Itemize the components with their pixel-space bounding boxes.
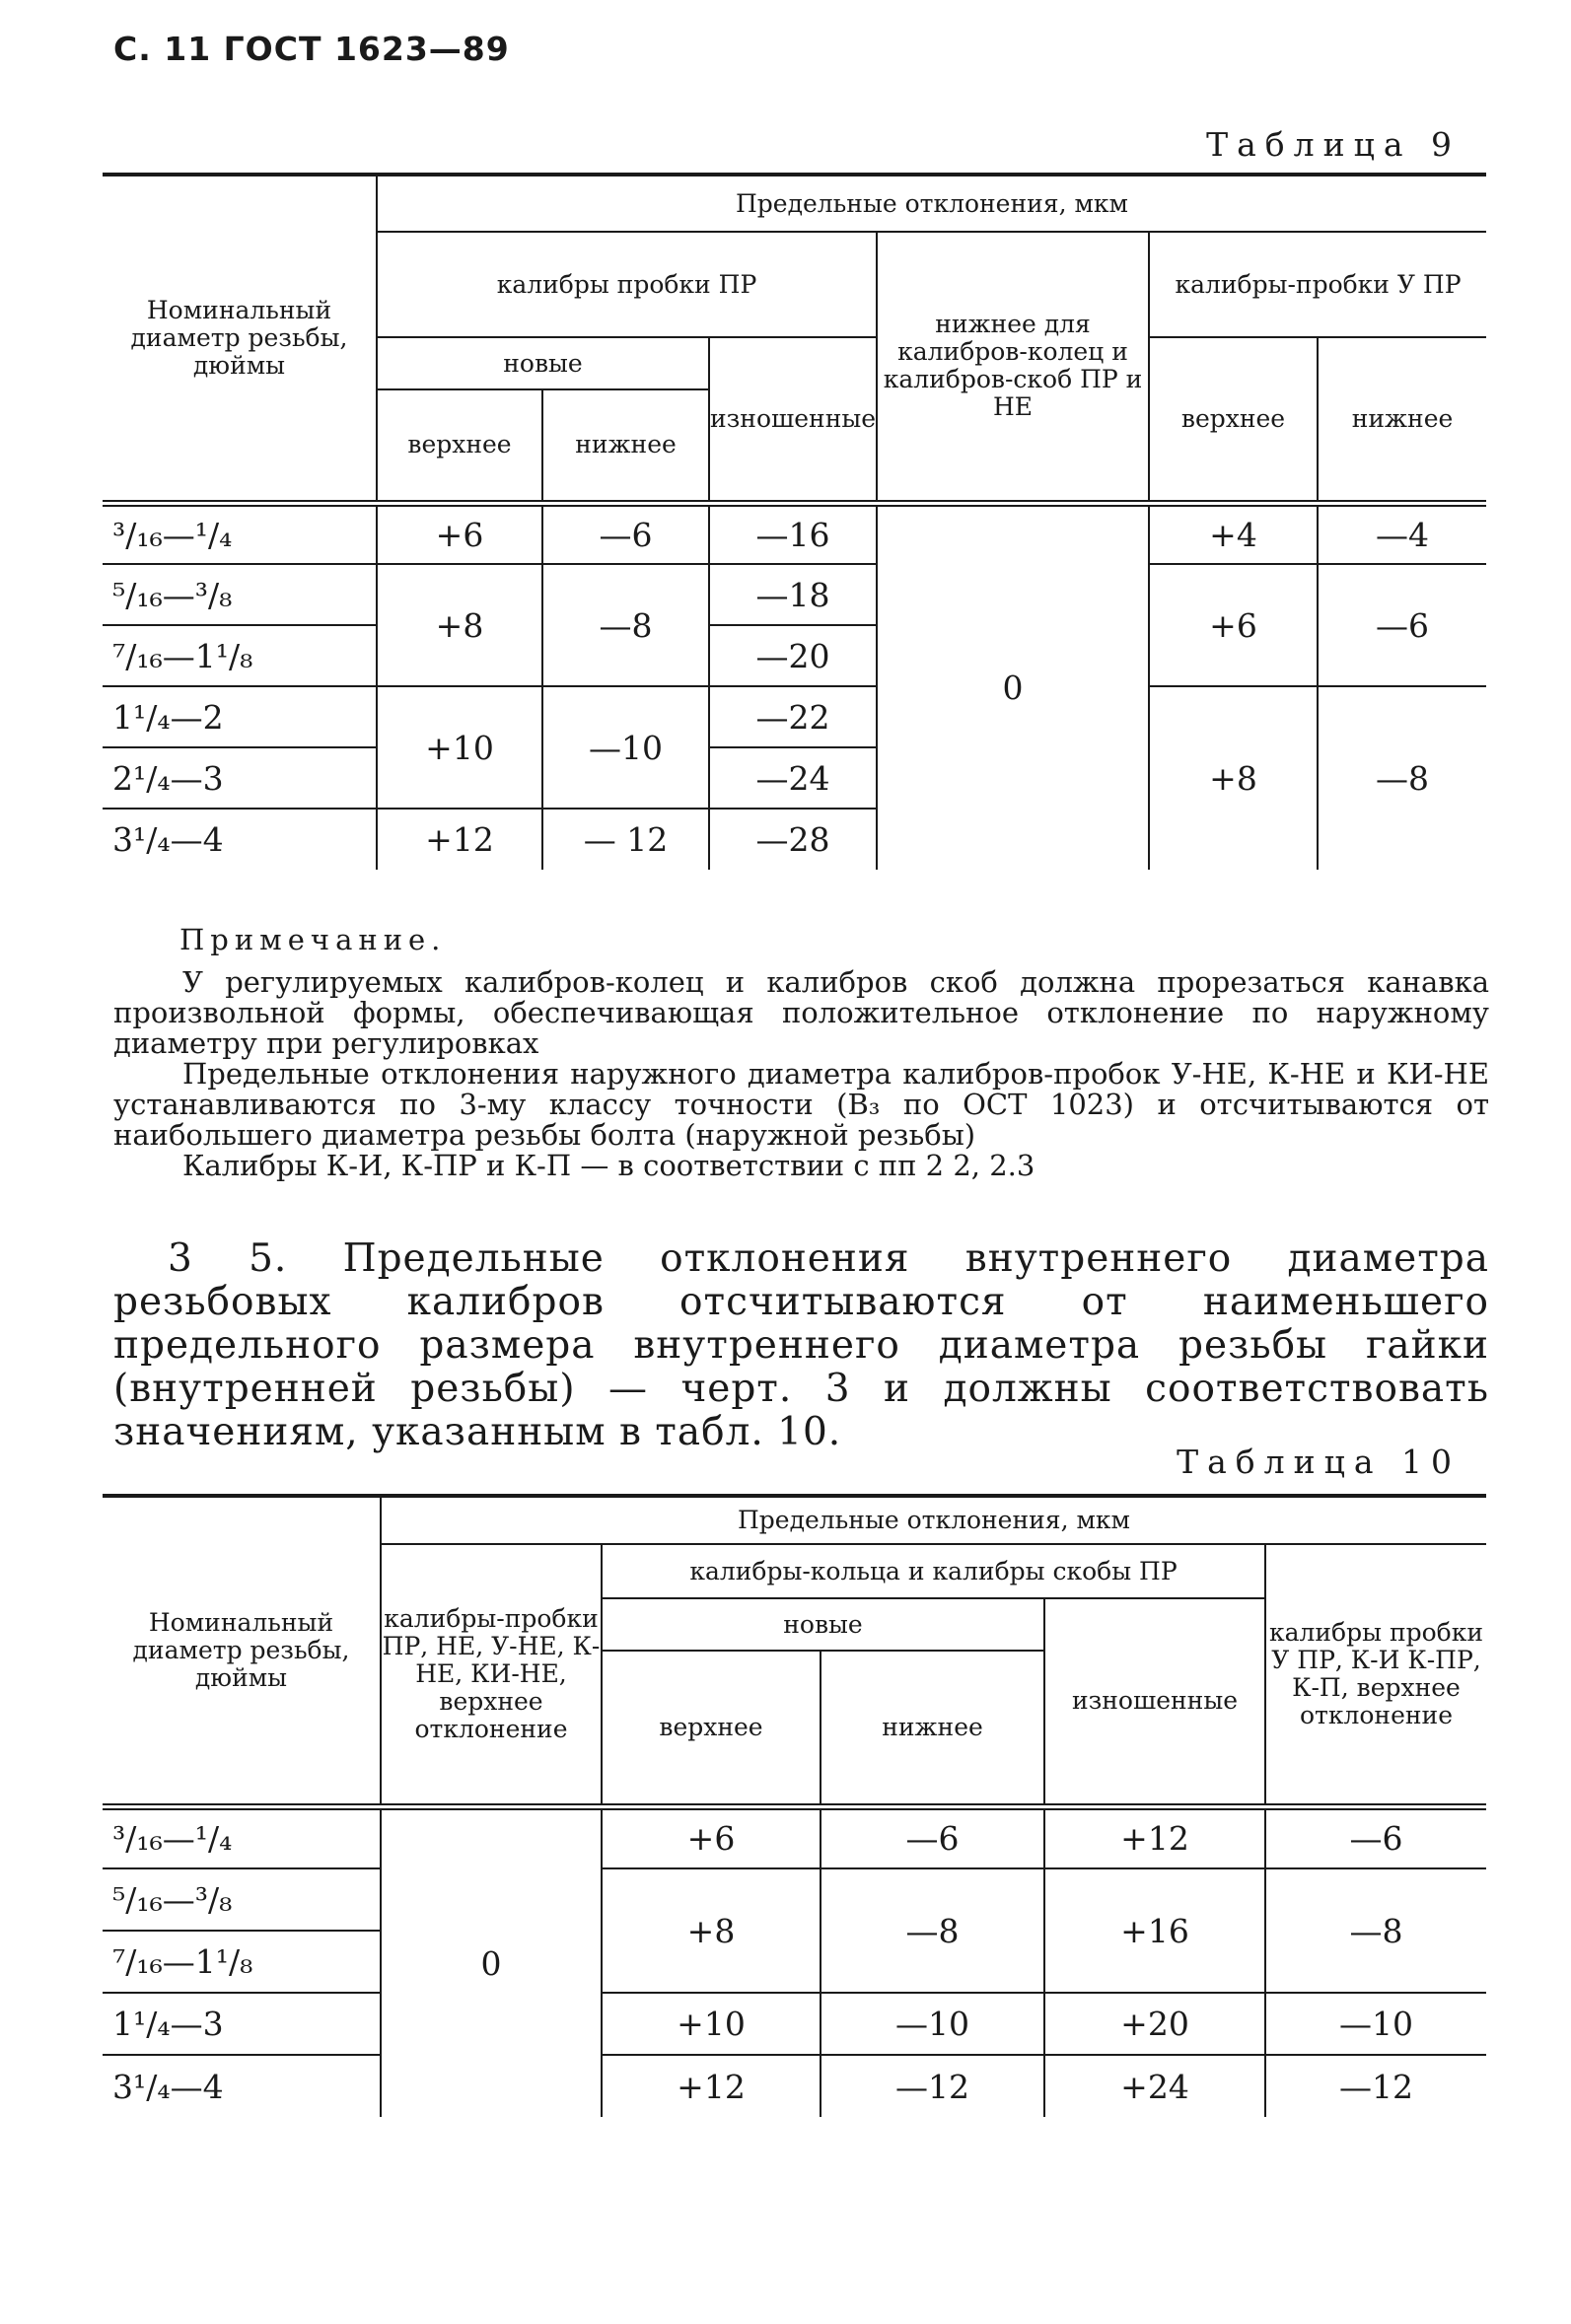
t9-worn: —24 bbox=[709, 747, 877, 809]
table-row bbox=[103, 686, 1486, 747]
t10-head-upr: калибры пробки У ПР, К-И К-ПР, К-П, верхнее отклонение bbox=[1265, 1544, 1486, 1806]
t9-new-upper: +8 bbox=[377, 564, 542, 686]
t9-new-lower: —8 bbox=[542, 564, 709, 686]
t10-head-size: Номинальный диаметр резьбы, дюймы bbox=[103, 1496, 381, 1806]
t9-head-pr: калибры пробки ПР bbox=[377, 232, 877, 337]
table-row bbox=[103, 1868, 1486, 1931]
t10-size: ⁵/₁₆—³/₈ bbox=[103, 1868, 381, 1931]
t10-new-upper: +6 bbox=[602, 1806, 821, 1868]
t9-head-upr: калибры-пробки У ПР bbox=[1149, 232, 1486, 337]
t10-head-rings: калибры-кольца и калибры скобы ПР bbox=[602, 1544, 1265, 1598]
t10-head-upper: верхнее bbox=[602, 1651, 821, 1806]
t9-worn: —18 bbox=[709, 564, 877, 625]
t10-size: ³/₁₆—¹/₄ bbox=[103, 1806, 381, 1868]
t9-upr-upper: +6 bbox=[1149, 564, 1318, 686]
t10-worn: +20 bbox=[1044, 1993, 1265, 2055]
t9-head-upr-upper: верхнее bbox=[1149, 337, 1318, 503]
t10-new-upper: +10 bbox=[602, 1993, 821, 2055]
t10-size: 1¹/₄—3 bbox=[103, 1993, 381, 2055]
t10-new-lower: —6 bbox=[821, 1806, 1044, 1868]
table-9-caption: Таблица 9 bbox=[1206, 125, 1461, 164]
note-heading: Примечание. bbox=[179, 923, 447, 956]
table-row bbox=[103, 1806, 1486, 1868]
table-row bbox=[103, 503, 1486, 564]
table-10-caption: Таблица 10 bbox=[1177, 1443, 1461, 1481]
t10-size: 3¹/₄—4 bbox=[112, 2067, 224, 2106]
t9-size: ³/₁₆—¹/₄ bbox=[103, 503, 377, 564]
t10-size: ⁷/₁₆—1¹/₈ bbox=[103, 1931, 381, 1993]
t10-new-lower: —10 bbox=[821, 1993, 1044, 2055]
t9-head-upper: верхнее bbox=[377, 389, 542, 503]
t10-head-plugs: калибры-пробки ПР, НЕ, У-НЕ, К-НЕ, КИ-НЕ, верхнее отклонение bbox=[381, 1544, 602, 1806]
note-paragraph: У регулируемых калибров-колец и калибров скоб должна прорезаться канавка произвольной формы, обеспечивающая положительное отклонение по наружному диаметру при регулировках bbox=[113, 965, 1489, 1060]
t9-new-lower: —10 bbox=[542, 686, 709, 809]
t9-head-rings-lower: нижнее для калибров-колец и калибров-скоб ПР и НЕ bbox=[877, 232, 1149, 503]
t9-size: 3¹/₄—4 bbox=[112, 820, 224, 859]
t9-worn: —22 bbox=[709, 686, 877, 747]
t9-size: ⁷/₁₆—1¹/₈ bbox=[103, 625, 377, 686]
t10-head-lower: нижнее bbox=[821, 1651, 1044, 1806]
t10-upr: —12 bbox=[1265, 2055, 1486, 2117]
t10-worn: +12 bbox=[1044, 1806, 1265, 1868]
t10-upr: —6 bbox=[1265, 1806, 1486, 1868]
t10-new-lower: —8 bbox=[821, 1868, 1044, 1993]
note-paragraph: Калибры К-И, К-ПР и К-П — в соответствии с пп 2 2, 2.3 bbox=[182, 1149, 1035, 1182]
t9-head-lower: нижнее bbox=[542, 389, 709, 503]
t10-head-worn: изношенные bbox=[1044, 1598, 1265, 1806]
t10-head-group: Предельные отклонения, мкм bbox=[381, 1496, 1486, 1544]
t9-head-size: Номинальный диаметр резьбы, дюймы bbox=[103, 175, 377, 503]
page-header: С. 11 ГОСТ 1623—89 bbox=[113, 30, 510, 68]
t9-size: 2¹/₄—3 bbox=[103, 747, 377, 809]
t9-upr-upper: +4 bbox=[1149, 503, 1318, 564]
t10-worn: +16 bbox=[1044, 1868, 1265, 1993]
t10-upr: —8 bbox=[1265, 1868, 1486, 1993]
t9-worn: —16 bbox=[709, 503, 877, 564]
t9-rings-lower: 0 bbox=[877, 503, 1149, 870]
table-row bbox=[103, 2055, 1486, 2117]
t10-new-upper: +8 bbox=[602, 1868, 821, 1993]
t10-worn: +24 bbox=[1044, 2055, 1265, 2117]
table-9-note bbox=[113, 925, 1489, 1181]
t9-new-upper: +12 bbox=[377, 809, 542, 870]
t9-new-upper: +10 bbox=[377, 686, 542, 809]
t9-upr-upper: +8 bbox=[1149, 686, 1318, 870]
t10-new-upper: +12 bbox=[602, 2055, 821, 2117]
t9-size: ⁵/₁₆—³/₈ bbox=[103, 564, 377, 625]
t10-upr: —10 bbox=[1265, 1993, 1486, 2055]
t9-upr-lower: —8 bbox=[1318, 686, 1486, 870]
t9-head-group: Предельные отклонения, мкм bbox=[377, 175, 1486, 232]
t9-new-upper: +6 bbox=[377, 503, 542, 564]
t9-upr-lower: —4 bbox=[1318, 503, 1486, 564]
t9-worn: —20 bbox=[709, 625, 877, 686]
t9-new-lower: — 12 bbox=[542, 809, 709, 870]
t9-size: 1¹/₄—2 bbox=[103, 686, 377, 747]
table-10 bbox=[103, 1494, 1486, 2117]
t9-worn: —28 bbox=[709, 809, 877, 870]
table-9 bbox=[103, 173, 1486, 870]
t10-new-lower: —12 bbox=[821, 2055, 1044, 2117]
t9-head-upr-lower: нижнее bbox=[1318, 337, 1486, 503]
note-paragraph: Предельные отклонения наружного диаметра калибров-пробок У-НЕ, К-НЕ и КИ-НЕ устанавливаются по 3-му классу точности (В₃ по ОСТ 1023) и отсчитываются от наибольшего диаметра резьбы болта (наружной резьбы) bbox=[113, 1057, 1489, 1152]
t9-head-worn: изношенные bbox=[709, 337, 877, 503]
table-row bbox=[103, 564, 1486, 625]
t10-head-new: новые bbox=[602, 1598, 1044, 1651]
paragraph-3-5: 3 5. Предельные отклонения внутреннего диаметра резьбовых калибров отсчитываются от наименьшего предельного размера внутреннего диаметра резьбы гайки (внутренней резьбы) — черт. 3 и должны соответствовать значениям, указанным в табл. 10. bbox=[113, 1236, 1489, 1454]
t10-plug: 0 bbox=[381, 1806, 602, 2117]
t9-head-new: новые bbox=[377, 337, 709, 389]
table-row bbox=[103, 1993, 1486, 2055]
t9-new-lower: —6 bbox=[542, 503, 709, 564]
t9-upr-lower: —6 bbox=[1318, 564, 1486, 686]
